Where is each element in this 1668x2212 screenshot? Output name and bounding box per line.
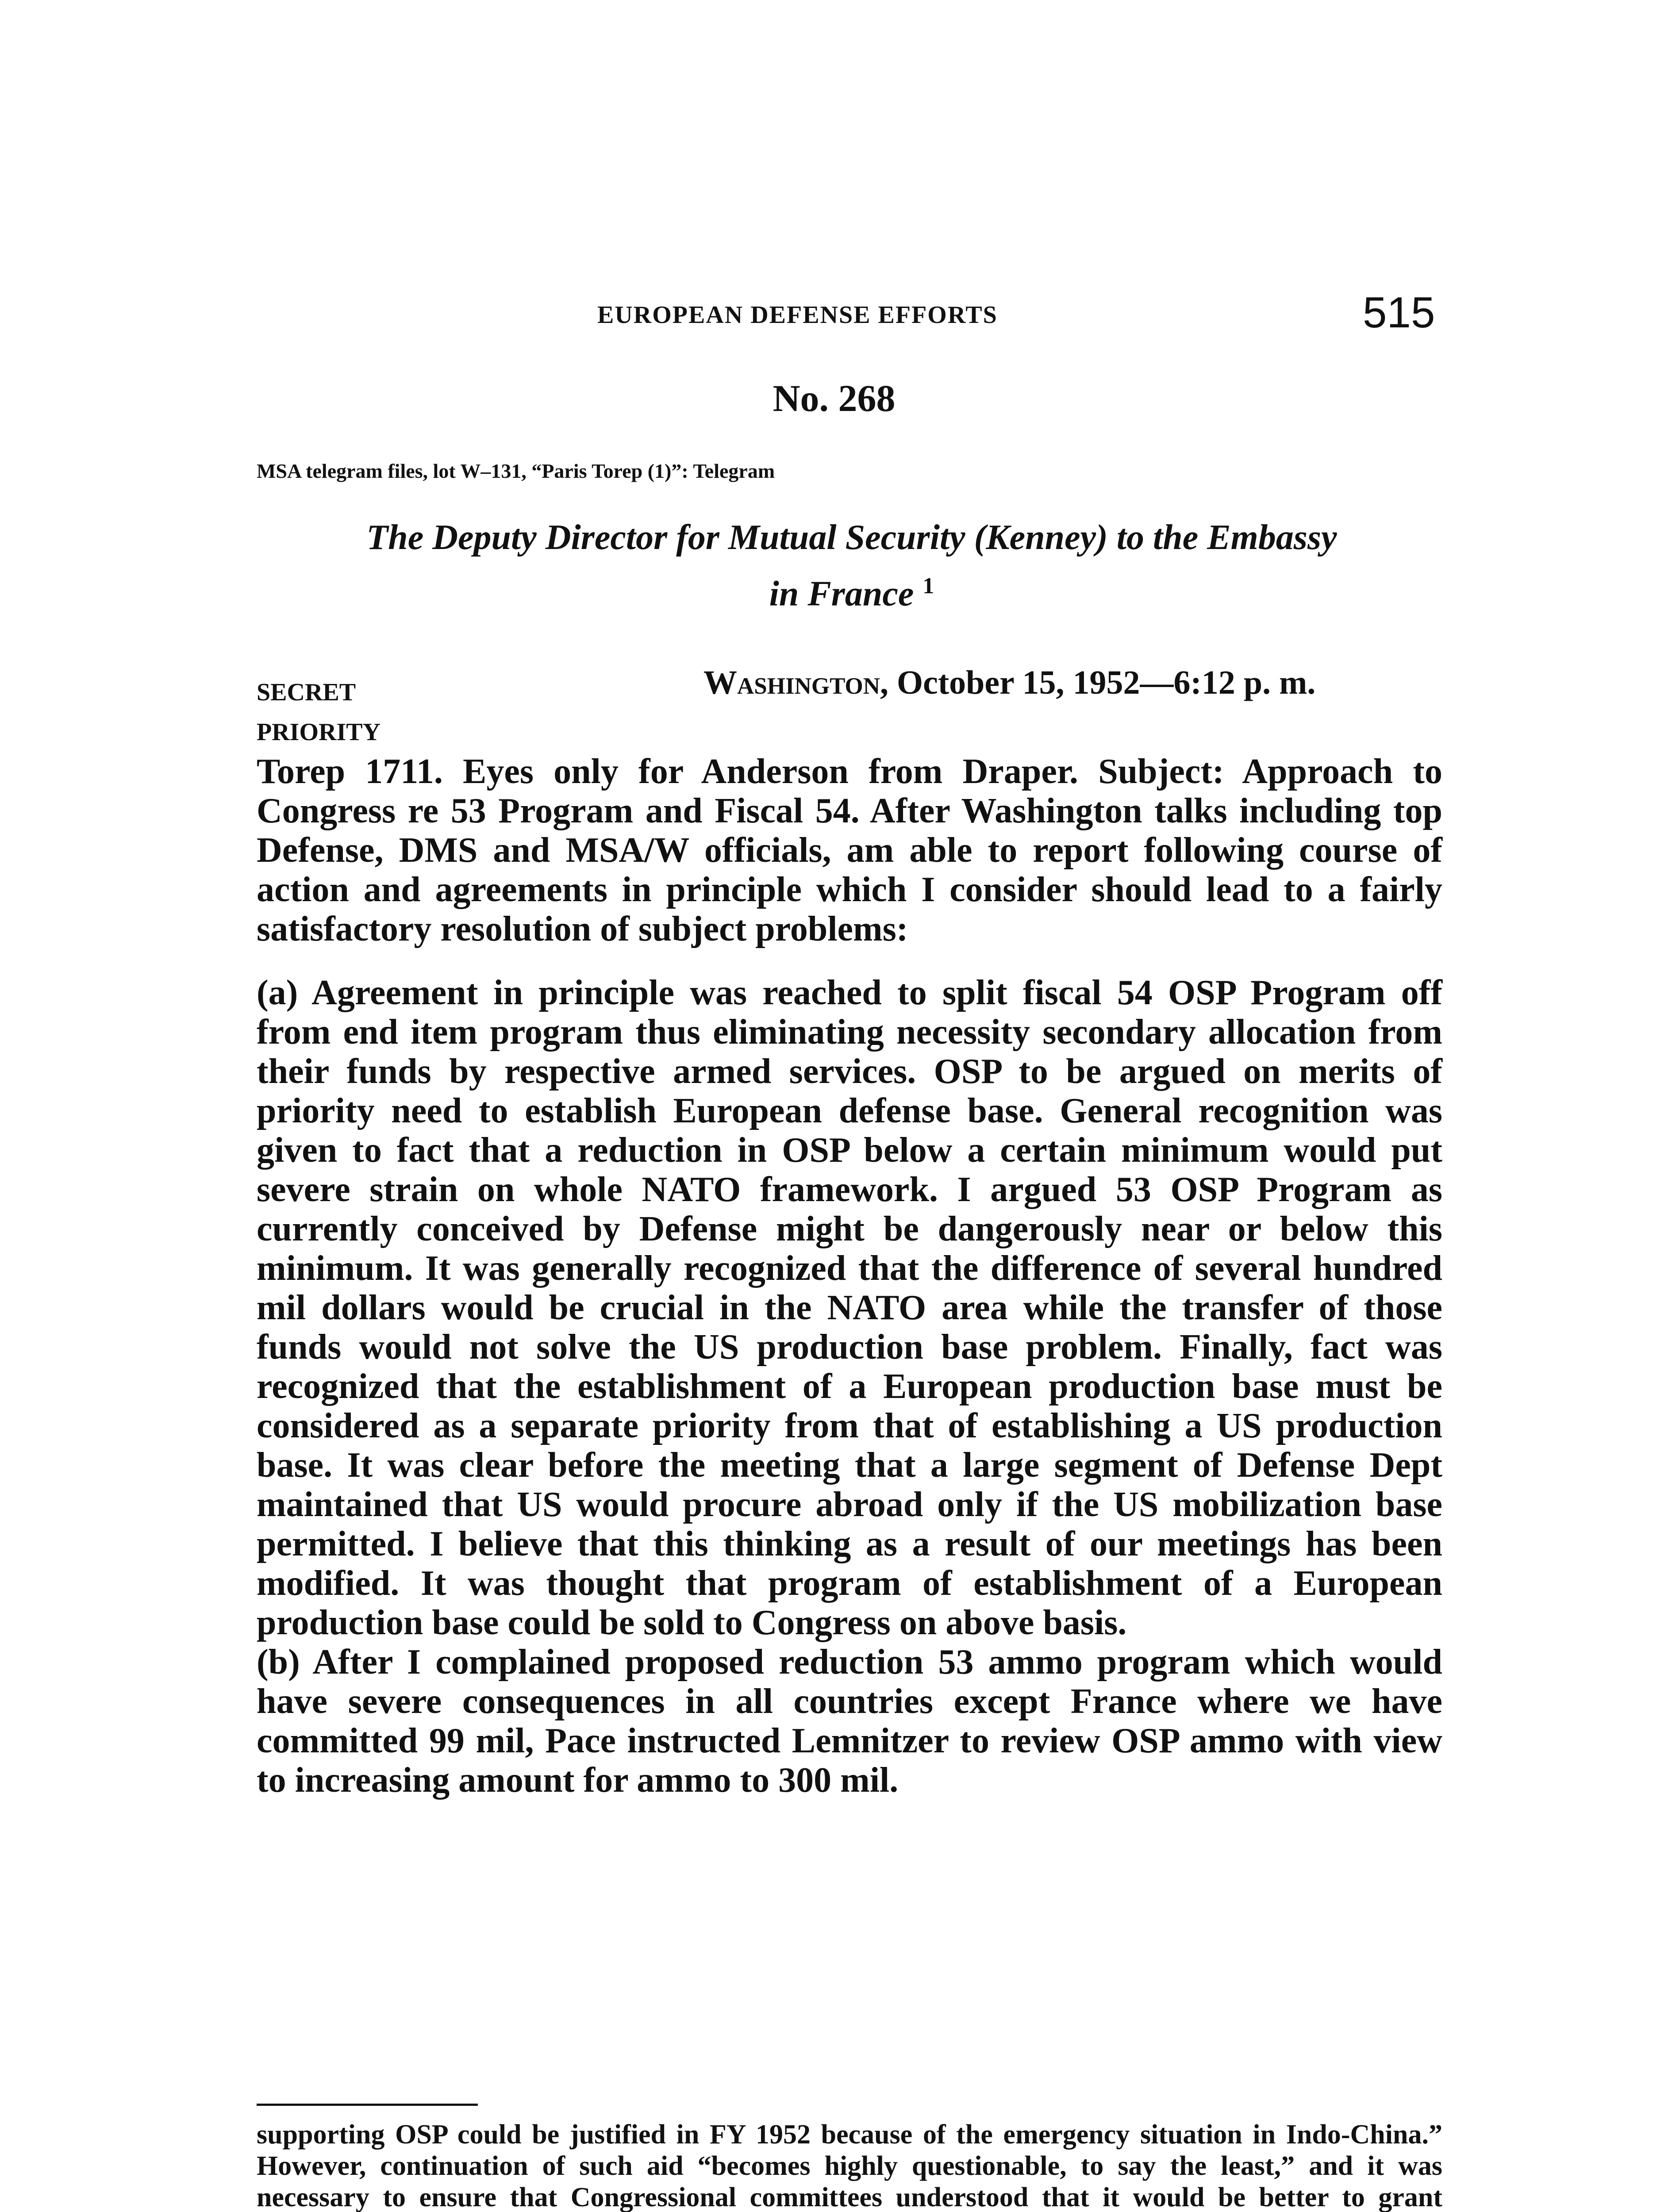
document-heading <box>265 513 1438 618</box>
dateline-place: Washington, <box>703 664 888 701</box>
footnote-divider <box>257 2104 478 2106</box>
paragraph-b: (b) After I complained proposed reduction 53 ammo program which would have severe consequences in all countries except France where we have committed 99 mil, Pace instructed Lemnitzer to review OSP ammo with view to increasing amount for ammo to 300 mil. <box>257 1643 1442 1800</box>
footnotes <box>257 2119 1442 2212</box>
heading-line-1: The Deputy Director for Mutual Security (Kenney) to the Embassy <box>366 518 1337 557</box>
telegram-body <box>257 752 1442 1800</box>
dateline <box>703 664 1315 702</box>
precedence: PRIORITY <box>257 718 381 746</box>
paragraph-a: (a) Agreement in principle was reached to split fiscal 54 OSP Program off from end item program thus eliminating necessity secondary allocation from their funds by respective armed services. OSP to be argued on merits of priority need to establish European defense base. General recognition was given to fact that a reduction in OSP below a certain minimum would put severe strain on whole NATO framework. I argued 53 OSP Program as currently conceived by Defense might be dangerously near or below this minimum. It was generally recognized that the difference of several hundred mil dollars would be crucial in the NATO area while the transfer of those funds would not solve the US production base problem. Finally, fact was recognized that the establishment of a European production base must be considered as a separate priority from that of establishing a US production base. It was clear before the meeting that a large segment of Defense Dept maintained that US would procure abroad only if the US mobilization base permitted. I believe that this thinking as a result of our meetings has been modified. It was thought that program of establishment of a European production base could be sold to Congress on above basis. <box>257 973 1442 1642</box>
heading-line-2: in France <box>769 574 914 614</box>
paragraph-intro: Torep 1711. Eyes only for Anderson from Draper. Subject: Approach to Congress re 53 Program and Fiscal 54. After Washington talks including top Defense, DMS and MSA/W officials, am able to report following course of action and agreements in principle which I consider should lead to a fairly satisfactory resolution of subject problems: <box>257 752 1442 949</box>
document-number: No. 268 <box>773 377 895 419</box>
page-number: 515 <box>1363 288 1435 337</box>
classification-block <box>257 672 380 752</box>
heading-footnote-marker: 1 <box>922 573 934 599</box>
footnote-continuation: supporting OSP could be justified in FY 1952 because of the emergency situation in Indo-China.” However, continuation of such aid “becomes highly questionable, to say the least,” and it was necessary to ensure that Congressional committees understood that it would be better to grant <box>257 2120 1442 2212</box>
dateline-date: October 15, 1952—6:12 p. m. <box>897 664 1316 701</box>
running-title: EUROPEAN DEFENSE EFFORTS <box>597 301 998 329</box>
source-note: MSA telegram files, lot W–131, “Paris Torep (1)”: Telegram <box>257 460 775 482</box>
classification: SECRET <box>257 679 356 706</box>
